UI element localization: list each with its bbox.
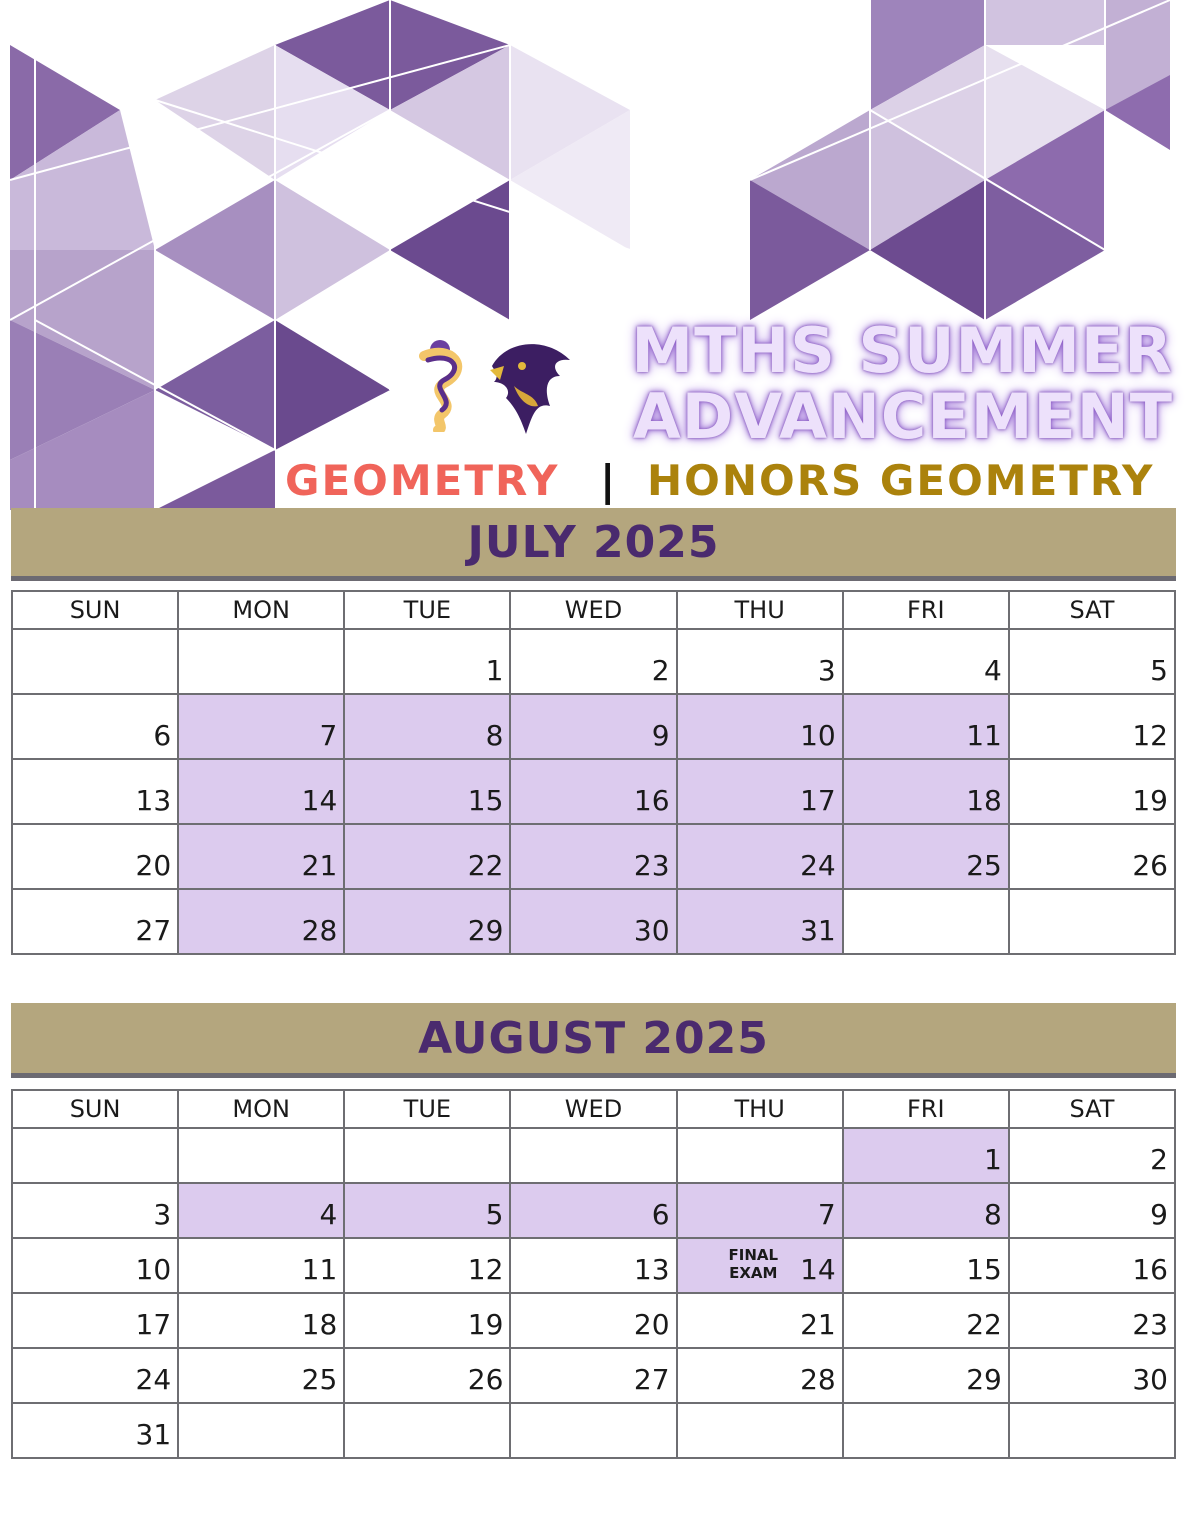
day-cell-class-day: [677, 1183, 843, 1238]
day-cell: [843, 629, 1009, 694]
day-number: 29: [467, 914, 504, 947]
day-number: 30: [633, 914, 670, 947]
weekday-header: TUE: [344, 1090, 510, 1128]
august-month-banner: [11, 1003, 1176, 1078]
day-number: 20: [633, 1308, 670, 1341]
day-cell-class-day: [677, 889, 843, 954]
day-number: 10: [800, 719, 836, 752]
weekday-header: FRI: [843, 591, 1009, 629]
day-number: 13: [633, 1253, 670, 1286]
day-cell: [344, 629, 510, 694]
day-cell: [677, 1293, 843, 1348]
course-honors-geometry: HONORS GEOMETRY: [647, 456, 1155, 505]
weekday-header: MON: [178, 1090, 344, 1128]
day-cell: [843, 889, 1009, 954]
day-number: 4: [984, 654, 1002, 687]
weekday-header: SUN: [12, 1090, 178, 1128]
day-number: 22: [467, 849, 504, 882]
day-cell: [12, 1183, 178, 1238]
weekday-header: WED: [510, 1090, 676, 1128]
weekday-header: THU: [677, 1090, 843, 1128]
day-number: 1: [485, 654, 504, 687]
day-number: 14: [800, 1253, 836, 1286]
day-number: 17: [800, 784, 836, 817]
day-number: 18: [966, 784, 1002, 817]
week-row: [12, 629, 1175, 694]
day-number: 10: [135, 1253, 172, 1286]
day-cell-class-day: [677, 824, 843, 889]
day-cell-class-day: [178, 824, 344, 889]
day-number: 2: [651, 654, 670, 687]
day-cell: [12, 1348, 178, 1403]
day-number: 5: [1150, 654, 1168, 687]
day-cell: [1009, 889, 1175, 954]
day-cell-class-day: [344, 889, 510, 954]
day-note-line: FINAL: [728, 1246, 779, 1264]
day-number: 11: [966, 719, 1002, 752]
day-cell-class-day: [843, 759, 1009, 824]
day-number: 9: [1150, 1198, 1168, 1231]
week-row: [12, 1183, 1175, 1238]
week-row: [12, 759, 1175, 824]
day-number: 9: [651, 719, 670, 752]
day-cell: [1009, 1128, 1175, 1183]
title-line-1: MTHS SUMMER: [631, 314, 1173, 387]
day-cell: [12, 824, 178, 889]
day-number: 31: [800, 914, 836, 947]
day-cell: [843, 1403, 1009, 1458]
august-month-title: AUGUST 2025: [418, 1012, 769, 1064]
week-row: [12, 889, 1175, 954]
day-cell: [344, 1403, 510, 1458]
day-number: 26: [467, 1363, 504, 1396]
day-number: 23: [1132, 1308, 1168, 1341]
day-number: 26: [1132, 849, 1168, 882]
day-number: 6: [651, 1198, 670, 1231]
day-cell: [178, 1293, 344, 1348]
day-cell-class-day: [344, 824, 510, 889]
day-number: 3: [817, 654, 836, 687]
day-cell-class-day: [178, 694, 344, 759]
day-cell: [178, 1348, 344, 1403]
day-number: 19: [467, 1308, 504, 1341]
day-number: 31: [135, 1418, 172, 1451]
course-geometry: GEOMETRY: [285, 456, 560, 505]
day-number: 7: [319, 719, 338, 752]
day-cell-class-day: [510, 1183, 676, 1238]
day-number: 13: [135, 784, 172, 817]
august-calendar: [11, 1089, 1176, 1459]
course-separator: |: [600, 456, 618, 505]
weekday-header: SAT: [1009, 591, 1175, 629]
day-number: 6: [153, 719, 172, 752]
day-cell: [510, 629, 676, 694]
day-cell: [178, 1403, 344, 1458]
day-number: 21: [800, 1308, 836, 1341]
day-cell: [677, 1348, 843, 1403]
day-cell: [12, 759, 178, 824]
day-number: 27: [135, 914, 172, 947]
day-cell-class-day: [843, 694, 1009, 759]
day-cell-class-day: [677, 1238, 843, 1293]
day-number: 14: [301, 784, 338, 817]
day-cell: [1009, 1348, 1175, 1403]
day-cell-class-day: [510, 889, 676, 954]
day-cell-class-day: [677, 694, 843, 759]
day-number: 19: [1132, 784, 1168, 817]
weekday-header: SUN: [12, 591, 178, 629]
week-row: [12, 1348, 1175, 1403]
weekday-header-row: [12, 1090, 1175, 1128]
day-cell-class-day: [510, 759, 676, 824]
day-cell: [12, 1403, 178, 1458]
day-cell: [843, 1348, 1009, 1403]
weekday-header: TUE: [344, 591, 510, 629]
day-number: 15: [467, 784, 504, 817]
day-cell: [12, 629, 178, 694]
day-cell: [12, 1128, 178, 1183]
day-number: 28: [301, 914, 338, 947]
week-row: [12, 824, 1175, 889]
day-number: 18: [301, 1308, 338, 1341]
day-number: 12: [1132, 719, 1168, 752]
day-cell: [510, 1348, 676, 1403]
day-cell-class-day: [344, 694, 510, 759]
day-number: 17: [135, 1308, 172, 1341]
day-cell: [1009, 1293, 1175, 1348]
day-cell: [510, 1238, 676, 1293]
day-cell-class-day: [843, 1183, 1009, 1238]
day-cell: [1009, 759, 1175, 824]
day-cell: [344, 1128, 510, 1183]
weekday-header: WED: [510, 591, 676, 629]
weekday-header-row: [12, 591, 1175, 629]
day-note-line: EXAM: [729, 1264, 778, 1282]
day-number: 28: [800, 1363, 836, 1396]
day-cell: [178, 1238, 344, 1293]
day-number: 2: [1150, 1143, 1168, 1176]
july-month-title: JULY 2025: [467, 516, 720, 568]
day-cell-class-day: [510, 694, 676, 759]
day-number: 22: [966, 1308, 1002, 1341]
day-cell: [12, 1238, 178, 1293]
day-number: 21: [301, 849, 338, 882]
day-cell: [178, 1128, 344, 1183]
day-cell: [677, 1403, 843, 1458]
day-cell: [12, 694, 178, 759]
day-number: 1: [984, 1143, 1002, 1176]
week-row: [12, 1293, 1175, 1348]
right-triangle-cluster: [750, 0, 1170, 320]
day-number: 8: [485, 719, 504, 752]
day-cell-class-day: [178, 1183, 344, 1238]
weekday-header: SAT: [1009, 1090, 1175, 1128]
day-cell: [843, 1238, 1009, 1293]
day-cell-class-day: [510, 824, 676, 889]
day-number: 23: [633, 849, 670, 882]
day-cell-class-day: [843, 1128, 1009, 1183]
july-month-banner: [11, 508, 1176, 581]
day-number: 25: [966, 849, 1002, 882]
day-number: 12: [467, 1253, 504, 1286]
day-number: 5: [485, 1198, 504, 1231]
day-cell: [1009, 1403, 1175, 1458]
eagle-mascot-icon: [486, 336, 574, 436]
day-cell: [677, 629, 843, 694]
day-number: 4: [319, 1198, 338, 1231]
july-calendar: [11, 590, 1176, 955]
day-cell: [344, 1293, 510, 1348]
week-row: [12, 694, 1175, 759]
day-cell: [677, 1128, 843, 1183]
day-cell: [1009, 1183, 1175, 1238]
weekday-header: MON: [178, 591, 344, 629]
day-number: 16: [1132, 1253, 1168, 1286]
day-cell-class-day: [178, 889, 344, 954]
day-cell: [1009, 694, 1175, 759]
day-cell: [344, 1238, 510, 1293]
day-number: 20: [135, 849, 172, 882]
day-number: 24: [135, 1363, 172, 1396]
day-cell: [1009, 1238, 1175, 1293]
day-cell-class-day: [677, 759, 843, 824]
day-number: 29: [966, 1363, 1002, 1396]
day-number: 8: [984, 1198, 1002, 1231]
week-row: [12, 1238, 1175, 1293]
day-cell: [12, 1293, 178, 1348]
bulb-logo-icon: [412, 338, 474, 432]
day-cell: [510, 1293, 676, 1348]
title-line-2: ADVANCEMENT: [632, 380, 1173, 453]
day-cell: [1009, 824, 1175, 889]
day-cell: [510, 1403, 676, 1458]
weekday-header: THU: [677, 591, 843, 629]
day-note: [729, 1246, 779, 1282]
day-number: 24: [800, 849, 836, 882]
day-cell-class-day: [843, 824, 1009, 889]
week-row: [12, 1403, 1175, 1458]
day-cell: [178, 629, 344, 694]
day-cell: [510, 1128, 676, 1183]
day-number: 25: [301, 1363, 338, 1396]
day-cell-class-day: [178, 759, 344, 824]
weekday-header: FRI: [843, 1090, 1009, 1128]
week-row: [12, 1128, 1175, 1183]
day-cell-class-day: [344, 1183, 510, 1238]
day-number: 30: [1132, 1363, 1168, 1396]
day-number: 27: [633, 1363, 670, 1396]
day-cell: [1009, 629, 1175, 694]
day-cell-class-day: [344, 759, 510, 824]
day-cell: [12, 889, 178, 954]
day-cell: [843, 1293, 1009, 1348]
day-number: 11: [301, 1253, 338, 1286]
day-number: 15: [966, 1253, 1002, 1286]
day-number: 7: [817, 1198, 836, 1231]
day-cell: [344, 1348, 510, 1403]
day-number: 3: [153, 1198, 172, 1231]
day-number: 16: [633, 784, 670, 817]
